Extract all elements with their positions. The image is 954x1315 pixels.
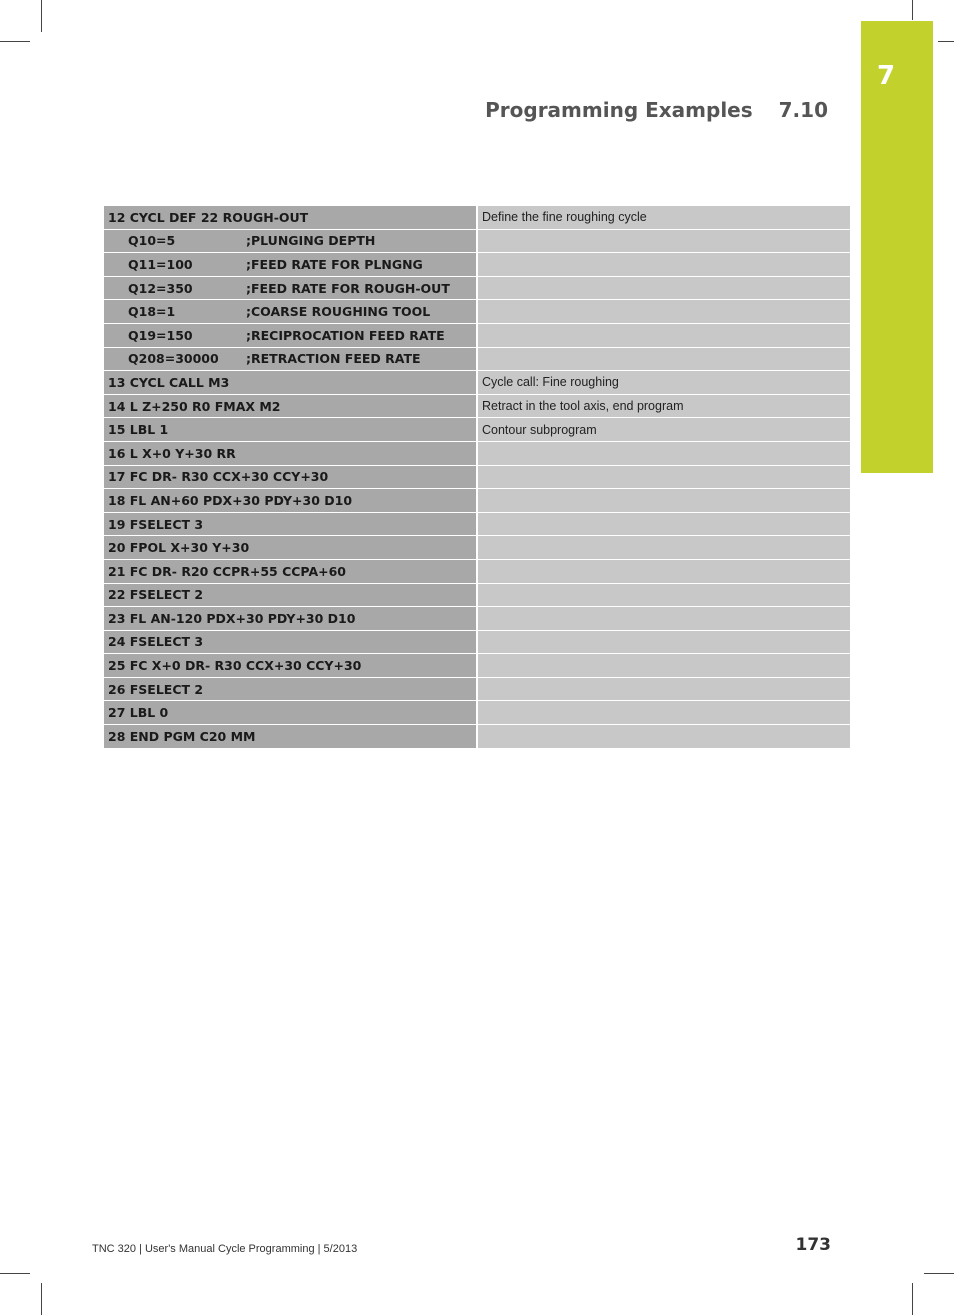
crop-mark <box>0 1273 30 1274</box>
program-block-cell: 22 FSELECT 2 <box>104 583 477 607</box>
parameter-value: Q208=30000 <box>128 351 219 367</box>
chapter-tab <box>861 21 933 473</box>
program-comment-cell: Contour subprogram <box>477 418 850 442</box>
table-row <box>104 206 850 229</box>
crop-mark <box>0 41 30 42</box>
table-row <box>104 489 850 513</box>
program-comment-cell <box>477 300 850 324</box>
program-block-cell: 17 FC DR- R30 CCX+30 CCY+30 <box>104 465 477 489</box>
program-block-cell: 27 LBL 0 <box>104 701 477 725</box>
parameter-value: Q19=150 <box>128 327 193 343</box>
crop-mark <box>938 41 954 42</box>
program-block-cell: 19 FSELECT 3 <box>104 512 477 536</box>
program-block-cell: 14 L Z+250 R0 FMAX M2 <box>104 394 477 418</box>
program-comment-cell <box>477 512 850 536</box>
parameter-label: ;PLUNGING DEPTH <box>246 233 376 249</box>
parameter-label: ;RETRACTION FEED RATE <box>246 351 421 367</box>
program-block-cell: 13 CYCL CALL M3 <box>104 371 477 395</box>
table-row <box>104 347 850 371</box>
program-comment-cell: Define the fine roughing cycle <box>477 206 850 229</box>
program-block-cell: 25 FC X+0 DR- R30 CCX+30 CCY+30 <box>104 654 477 678</box>
parameter-value: Q10=5 <box>128 233 176 249</box>
table-row <box>104 607 850 631</box>
table-row <box>104 323 850 347</box>
program-comment-cell <box>477 489 850 513</box>
program-parameter-cell <box>104 347 477 371</box>
crop-mark <box>41 1283 42 1315</box>
program-comment-cell <box>477 607 850 631</box>
program-comment-cell: Cycle call: Fine roughing <box>477 371 850 395</box>
table-row <box>104 725 850 749</box>
table-row <box>104 300 850 324</box>
table-row <box>104 701 850 725</box>
chapter-number: 7 <box>876 61 896 91</box>
program-comment-cell <box>477 583 850 607</box>
program-parameter-cell <box>104 276 477 300</box>
program-comment-cell <box>477 441 850 465</box>
program-comment-cell <box>477 677 850 701</box>
page-number: 173 <box>795 1235 831 1255</box>
table-row <box>104 512 850 536</box>
program-parameter-cell <box>104 323 477 347</box>
parameter-label: ;RECIPROCATION FEED RATE <box>246 327 445 343</box>
crop-mark <box>41 0 42 32</box>
program-block-cell: 21 FC DR- R20 CCPR+55 CCPA+60 <box>104 559 477 583</box>
program-block-cell: 26 FSELECT 2 <box>104 677 477 701</box>
program-comment-cell <box>477 323 850 347</box>
program-comment-cell <box>477 559 850 583</box>
crop-mark <box>912 1283 913 1315</box>
program-comment-cell <box>477 536 850 560</box>
program-comment-cell <box>477 701 850 725</box>
program-comment-cell <box>477 465 850 489</box>
program-comment-cell <box>477 654 850 678</box>
table-row <box>104 418 850 442</box>
program-comment-cell <box>477 253 850 277</box>
program-block-cell: 23 FL AN-120 PDX+30 PDY+30 D10 <box>104 607 477 631</box>
program-comment-cell <box>477 630 850 654</box>
table-row <box>104 559 850 583</box>
program-comment-cell: Retract in the tool axis, end program <box>477 394 850 418</box>
crop-mark <box>924 1273 954 1274</box>
table-row <box>104 371 850 395</box>
table-row <box>104 536 850 560</box>
table-row <box>104 677 850 701</box>
page-header <box>485 98 828 122</box>
program-block-cell: 20 FPOL X+30 Y+30 <box>104 536 477 560</box>
crop-mark <box>912 0 913 20</box>
table-row <box>104 276 850 300</box>
program-table <box>104 206 850 749</box>
program-block-cell: 16 L X+0 Y+30 RR <box>104 441 477 465</box>
program-parameter-cell <box>104 253 477 277</box>
table-row <box>104 394 850 418</box>
footer-text: TNC 320 | User's Manual Cycle Programming | 5/2013 <box>92 1243 358 1255</box>
program-block-cell: 24 FSELECT 3 <box>104 630 477 654</box>
program-comment-cell <box>477 347 850 371</box>
table-row <box>104 465 850 489</box>
program-parameter-cell <box>104 229 477 253</box>
parameter-value: Q11=100 <box>128 256 193 272</box>
table-row <box>104 253 850 277</box>
parameter-label: ;FEED RATE FOR ROUGH-OUT <box>246 280 450 296</box>
program-block-cell: 18 FL AN+60 PDX+30 PDY+30 D10 <box>104 489 477 513</box>
parameter-value: Q12=350 <box>128 280 193 296</box>
table-row <box>104 229 850 253</box>
parameter-label: ;COARSE ROUGHING TOOL <box>246 304 431 320</box>
program-comment-cell <box>477 276 850 300</box>
program-block-cell: 12 CYCL DEF 22 ROUGH-OUT <box>104 206 477 229</box>
program-parameter-cell <box>104 300 477 324</box>
header-section: 7.10 <box>778 98 828 122</box>
table-row <box>104 654 850 678</box>
program-comment-cell <box>477 229 850 253</box>
parameter-value: Q18=1 <box>128 304 176 320</box>
parameter-label: ;FEED RATE FOR PLNGNG <box>246 256 423 272</box>
program-block-cell: 28 END PGM C20 MM <box>104 725 477 749</box>
header-title: Programming Examples <box>485 98 753 122</box>
program-block-cell: 15 LBL 1 <box>104 418 477 442</box>
table-row <box>104 441 850 465</box>
program-comment-cell <box>477 725 850 749</box>
table-row <box>104 630 850 654</box>
table-row <box>104 583 850 607</box>
